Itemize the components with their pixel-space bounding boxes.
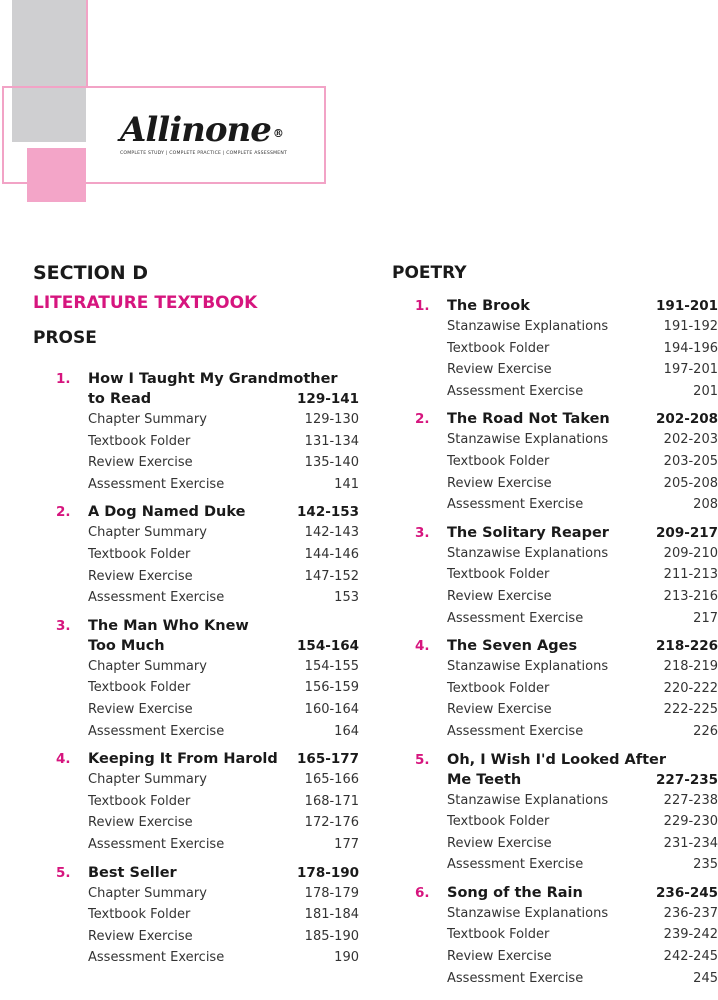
toc-entry[interactable]	[56, 544, 362, 566]
toc-entry-label: Textbook Folder	[447, 680, 550, 696]
toc-entry-pages: 156-159	[304, 680, 359, 696]
poetry-chapter	[415, 636, 718, 742]
chapter-heading[interactable]	[56, 502, 362, 522]
toc-entry[interactable]	[415, 721, 718, 743]
chapter-title-line: The Brook	[447, 298, 530, 314]
prose-chapter	[56, 502, 362, 608]
registered-mark: ®	[272, 127, 283, 140]
poetry-chapter	[415, 296, 718, 402]
toc-entry[interactable]	[415, 699, 718, 721]
toc-entry[interactable]	[56, 587, 362, 609]
toc-entry-pages: 194-196	[663, 340, 718, 356]
toc-entry-pages: 185-190	[304, 928, 359, 944]
toc-entry-label: Textbook Folder	[88, 546, 191, 562]
chapter-title-line: A Dog Named Duke	[88, 504, 246, 521]
chapter-title-line: to Read	[88, 391, 152, 407]
toc-entry[interactable]	[415, 473, 718, 495]
poetry-chapter	[415, 409, 718, 515]
chapter-number: 6.	[415, 884, 430, 901]
chapter-heading[interactable]	[415, 523, 718, 543]
chapter-title-line: The Man Who Knew	[88, 617, 249, 634]
toc-entry[interactable]	[415, 968, 718, 990]
toc-entry-label: Stanzawise Explanations	[447, 792, 609, 808]
toc-entry-label: Stanzawise Explanations	[447, 659, 609, 675]
toc-entry-pages: 142-143	[304, 525, 359, 541]
toc-entry-label: Review Exercise	[447, 362, 552, 378]
toc-entry[interactable]	[415, 429, 718, 451]
toc-entry[interactable]	[56, 699, 362, 721]
chapter-heading[interactable]	[415, 750, 718, 790]
toc-entry-pages: 172-176	[304, 815, 359, 831]
toc-entry[interactable]	[415, 608, 718, 630]
toc-entry-pages: 131-134	[304, 433, 359, 449]
chapter-heading[interactable]	[415, 636, 718, 656]
chapter-number: 4.	[56, 751, 71, 768]
prose-contents-list	[56, 369, 362, 976]
toc-entry-label: Assessment Exercise	[447, 723, 584, 739]
toc-entry[interactable]	[56, 474, 362, 496]
chapter-pages: 129-141	[297, 391, 359, 407]
toc-entry[interactable]	[56, 721, 362, 743]
toc-entry-label: Chapter Summary	[88, 412, 207, 427]
chapter-title-line: Keeping It From Harold	[88, 751, 278, 768]
toc-entry-label: Review Exercise	[447, 588, 552, 604]
toc-entry-label: Assessment Exercise	[447, 970, 584, 986]
chapter-heading[interactable]	[56, 749, 362, 769]
toc-entry-pages: 135-140	[304, 455, 359, 471]
chapter-pages: 202-208	[656, 411, 718, 428]
toc-entry-label: Textbook Folder	[88, 680, 191, 696]
chapter-heading[interactable]	[56, 369, 362, 409]
toc-entry[interactable]	[415, 451, 718, 473]
chapter-title-line: The Seven Ages	[447, 638, 578, 655]
chapter-title-line: Oh, I Wish I'd Looked After	[447, 751, 667, 768]
toc-entry[interactable]	[415, 946, 718, 968]
toc-entry-label: Textbook Folder	[447, 340, 550, 356]
chapter-number: 3.	[56, 617, 71, 634]
toc-entry[interactable]	[56, 677, 362, 699]
toc-entry-label: Assessment Exercise	[88, 590, 225, 606]
toc-entry-pages: 197-201	[663, 362, 718, 378]
toc-entry-label: Review Exercise	[88, 455, 193, 471]
toc-entry-pages: 160-164	[304, 701, 359, 717]
toc-entry[interactable]	[56, 812, 362, 834]
toc-entry-pages: 201	[693, 383, 718, 399]
chapter-number: 3.	[415, 524, 430, 541]
toc-entry-pages: 235	[693, 857, 718, 873]
logo-tagline: COMPLETE STUDY | COMPLETE PRACTICE | COMPLETE ASSESSMENT	[120, 151, 288, 156]
toc-entry-label: Stanzawise Explanations	[447, 905, 609, 921]
chapter-pages: 154-164	[297, 637, 359, 654]
chapter-title-line: Best Seller	[88, 864, 177, 881]
toc-entry-label: Textbook Folder	[447, 453, 550, 469]
toc-entry-label: Textbook Folder	[88, 907, 191, 923]
toc-entry[interactable]	[415, 338, 718, 360]
toc-entry[interactable]	[415, 924, 718, 946]
toc-entry-label: Review Exercise	[447, 475, 552, 491]
toc-entry-pages: 239-242	[663, 927, 718, 943]
toc-entry-label: Review Exercise	[447, 949, 552, 965]
chapter-number: 1.	[415, 298, 430, 314]
prose-heading: PROSE	[33, 328, 97, 348]
poetry-contents-list	[415, 296, 718, 996]
chapter-title-line: Too Much	[88, 637, 165, 654]
toc-entry-pages: 203-205	[663, 453, 718, 469]
chapter-pages: 227-235	[656, 771, 718, 788]
toc-entry-label: Chapter Summary	[88, 772, 207, 788]
toc-entry[interactable]	[415, 656, 718, 678]
toc-entry-pages: 227-238	[663, 792, 718, 808]
toc-entry-label: Review Exercise	[88, 928, 193, 944]
chapter-title-line: The Solitary Reaper	[447, 524, 609, 541]
chapter-pages: 209-217	[656, 524, 718, 541]
toc-entry-label: Chapter Summary	[88, 885, 207, 901]
toc-entry-label: Review Exercise	[88, 815, 193, 831]
toc-entry-pages: 218-219	[663, 659, 718, 675]
toc-entry-label: Stanzawise Explanations	[447, 319, 609, 334]
chapter-number: 1.	[56, 371, 71, 387]
toc-entry-pages: 154-155	[304, 658, 359, 674]
toc-entry-pages: 168-171	[304, 793, 359, 809]
chapter-number: 5.	[56, 864, 71, 881]
toc-entry-pages: 165-166	[304, 772, 359, 788]
toc-entry-pages: 202-203	[663, 432, 718, 448]
chapter-title-line: How I Taught My Grandmother	[88, 371, 338, 387]
toc-entry-pages: 164	[334, 723, 359, 739]
toc-entry-label: Textbook Folder	[88, 793, 191, 809]
chapter-pages: 165-177	[297, 751, 359, 768]
toc-entry[interactable]	[56, 522, 362, 544]
toc-entry-label: Assessment Exercise	[447, 383, 584, 399]
decorative-pink-block	[27, 148, 86, 202]
toc-entry-label: Review Exercise	[88, 701, 193, 717]
toc-entry-pages: 190	[334, 950, 359, 966]
toc-entry[interactable]	[56, 769, 362, 791]
toc-entry-pages: 181-184	[304, 907, 359, 923]
toc-entry[interactable]	[56, 431, 362, 453]
toc-entry[interactable]	[56, 883, 362, 905]
allinone-logo	[120, 112, 320, 156]
toc-entry-pages: 205-208	[663, 475, 718, 491]
toc-entry-pages: 208	[693, 497, 718, 513]
chapter-title-line: The Road Not Taken	[447, 411, 610, 428]
toc-entry[interactable]	[415, 381, 718, 403]
chapter-number: 4.	[415, 638, 430, 655]
chapter-heading[interactable]	[415, 296, 718, 316]
toc-entry-label: Textbook Folder	[88, 433, 191, 449]
toc-entry[interactable]	[415, 494, 718, 516]
toc-entry[interactable]	[415, 903, 718, 925]
prose-chapter	[56, 616, 362, 742]
toc-entry[interactable]	[415, 790, 718, 812]
toc-entry-label: Assessment Exercise	[447, 497, 584, 513]
poetry-chapter	[415, 523, 718, 629]
chapter-number: 5.	[415, 751, 430, 768]
toc-entry-label: Textbook Folder	[447, 567, 550, 583]
toc-entry-label: Review Exercise	[447, 835, 552, 851]
toc-entry[interactable]	[56, 947, 362, 969]
prose-chapter	[56, 369, 362, 495]
chapter-pages: 191-201	[656, 298, 718, 314]
toc-entry-pages: 229-230	[663, 814, 718, 830]
toc-entry-label: Assessment Exercise	[447, 857, 584, 873]
toc-entry-label: Assessment Exercise	[88, 950, 225, 966]
logo-wordmark: Allinone ®	[120, 110, 283, 150]
toc-entry-label: Assessment Exercise	[447, 610, 584, 626]
toc-entry-pages: 211-213	[663, 567, 718, 583]
toc-entry-pages: 191-192	[663, 319, 718, 334]
toc-entry-label: Assessment Exercise	[88, 723, 225, 739]
chapter-title-line: Song of the Rain	[447, 884, 583, 901]
toc-entry-label: Assessment Exercise	[88, 476, 225, 492]
toc-entry-pages: 141	[334, 476, 359, 492]
toc-entry-label: Review Exercise	[88, 568, 193, 584]
toc-entry-label: Textbook Folder	[447, 927, 550, 943]
toc-entry-pages: 222-225	[663, 702, 718, 718]
chapter-heading[interactable]	[56, 616, 362, 656]
prose-chapter	[56, 749, 362, 855]
toc-entry[interactable]	[56, 409, 362, 431]
toc-entry-pages: 236-237	[663, 905, 718, 921]
poetry-chapter	[415, 883, 718, 989]
toc-entry-pages: 242-245	[663, 949, 718, 965]
chapter-pages: 178-190	[297, 864, 359, 881]
toc-entry-pages: 220-222	[663, 680, 718, 696]
toc-entry-label: Textbook Folder	[447, 814, 550, 830]
toc-entry-pages: 226	[693, 723, 718, 739]
toc-entry-pages: 217	[693, 610, 718, 626]
toc-entry-pages: 178-179	[304, 885, 359, 901]
chapter-pages: 142-153	[297, 504, 359, 521]
toc-entry[interactable]	[56, 566, 362, 588]
chapter-title-line: Me Teeth	[447, 771, 522, 788]
toc-entry-label: Stanzawise Explanations	[447, 545, 609, 561]
toc-entry[interactable]	[415, 586, 718, 608]
toc-entry-pages: 177	[334, 836, 359, 852]
poetry-heading: POETRY	[392, 263, 467, 283]
toc-entry-label: Chapter Summary	[88, 658, 207, 674]
chapter-pages: 218-226	[656, 638, 718, 655]
decorative-pink-line	[86, 0, 88, 86]
toc-entry[interactable]	[56, 904, 362, 926]
chapter-heading[interactable]	[415, 883, 718, 903]
toc-entry-label: Stanzawise Explanations	[447, 432, 609, 448]
toc-entry-pages: 209-210	[663, 545, 718, 561]
prose-chapter	[56, 863, 362, 969]
toc-entry[interactable]	[415, 811, 718, 833]
toc-entry-pages: 213-216	[663, 588, 718, 604]
chapter-pages: 236-245	[656, 884, 718, 901]
toc-entry[interactable]	[415, 359, 718, 381]
toc-entry-pages: 147-152	[304, 568, 359, 584]
toc-entry[interactable]	[415, 564, 718, 586]
toc-entry[interactable]	[56, 452, 362, 474]
toc-entry-pages: 144-146	[304, 546, 359, 562]
toc-entry[interactable]	[56, 791, 362, 813]
toc-entry-label: Review Exercise	[447, 702, 552, 718]
toc-entry-pages: 129-130	[304, 412, 359, 427]
toc-entry[interactable]	[415, 833, 718, 855]
section-subtitle: LITERATURE TEXTBOOK	[33, 293, 258, 313]
chapter-heading[interactable]	[56, 863, 362, 883]
toc-entry[interactable]	[56, 926, 362, 948]
chapter-number: 2.	[415, 411, 430, 428]
toc-entry[interactable]	[415, 316, 718, 338]
toc-entry-pages: 231-234	[663, 835, 718, 851]
toc-entry-pages: 153	[334, 590, 359, 606]
chapter-heading[interactable]	[415, 409, 718, 429]
toc-entry-label: Chapter Summary	[88, 525, 207, 541]
section-title: SECTION D	[33, 262, 149, 284]
toc-entry[interactable]	[415, 854, 718, 876]
toc-entry[interactable]	[415, 543, 718, 565]
toc-entry-pages: 245	[693, 970, 718, 986]
toc-entry-label: Assessment Exercise	[88, 836, 225, 852]
chapter-number: 2.	[56, 504, 71, 521]
toc-entry[interactable]	[56, 834, 362, 856]
toc-entry[interactable]	[56, 656, 362, 678]
toc-entry[interactable]	[415, 678, 718, 700]
poetry-chapter	[415, 750, 718, 876]
